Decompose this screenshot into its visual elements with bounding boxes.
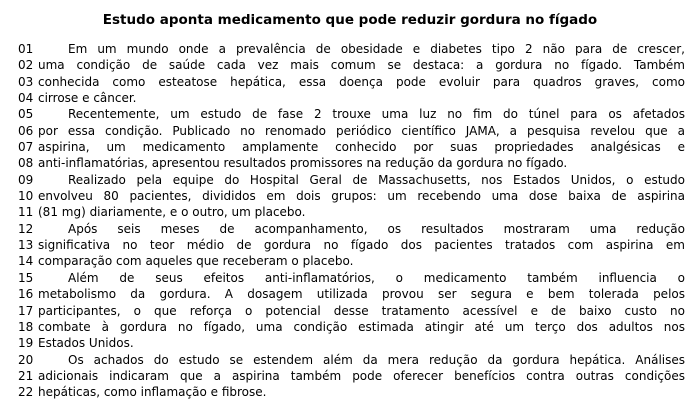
line-text: combate à gordura no fígado, uma condição estimada atingir até um terço dos adultos nos [38, 319, 685, 334]
text-line [0, 319, 700, 335]
line-number: 12 [18, 221, 34, 236]
line-number: 02 [18, 58, 34, 73]
text-line [0, 123, 700, 139]
text-line [0, 74, 700, 90]
text-line [0, 155, 700, 171]
line-text: comparação com aqueles que receberam o placebo. [38, 254, 354, 269]
line-number: 06 [18, 123, 34, 138]
line-text: envolveu 80 pacientes, divididos em dois grupos: um recebendo uma dose baixa de aspirina [38, 189, 685, 204]
text-line [0, 368, 700, 384]
line-text: metabolismo da gordura. A dosagem utilizada provou ser segura e bem tolerada pelos [38, 287, 685, 302]
text-line [0, 57, 700, 73]
line-text: significativa no teor médio de gordura no fígado dos pacientes tratados com aspirina em [38, 238, 685, 253]
line-text: Estados Unidos. [38, 336, 134, 351]
line-text: por essa condição. Publicado no renomado periódico científico JAMA, a pesquisa revelou que a [38, 123, 685, 138]
text-line [0, 270, 700, 286]
line-text: conhecida como esteatose hepática, essa doença pode evoluir para quadros graves, como [38, 74, 685, 89]
line-text: Após seis meses de acompanhamento, os resultados mostraram uma redução [68, 221, 685, 236]
text-line [0, 204, 700, 220]
text-line [0, 286, 700, 302]
line-number: 09 [18, 172, 34, 187]
line-text: Em um mundo onde a prevalência de obesidade e diabetes tipo 2 não para de crescer, [68, 42, 685, 56]
line-text: uma condição de saúde cada vez mais comum se destaca: a gordura no fígado. Também [38, 58, 685, 73]
line-number: 11 [18, 205, 34, 220]
line-number: 13 [18, 238, 34, 253]
line-number: 16 [18, 287, 34, 302]
line-text: cirrose e câncer. [38, 91, 137, 106]
line-number: 01 [18, 42, 34, 56]
text-line [0, 172, 700, 188]
document-title: Estudo aponta medicamento que pode reduzir gordura no fígado [102, 12, 598, 28]
text-body [0, 41, 700, 401]
line-number: 21 [18, 368, 34, 383]
line-number: 15 [18, 270, 34, 285]
line-text: Realizado pela equipe do Hospital Geral de Massachusetts, nos Estados Unidos, o estudo [68, 172, 685, 187]
line-number: 03 [18, 74, 34, 89]
line-number: 07 [18, 140, 34, 155]
line-number: 08 [18, 156, 34, 171]
line-number: 10 [18, 189, 34, 204]
text-line [0, 335, 700, 351]
line-text: Recentemente, um estudo de fase 2 trouxe uma luz no fim do túnel para os afetados [68, 107, 685, 122]
line-number: 18 [18, 319, 34, 334]
text-line [0, 384, 700, 400]
text-line [0, 352, 700, 368]
line-number: 04 [18, 91, 34, 106]
line-number: 22 [18, 385, 34, 400]
line-number: 17 [18, 303, 34, 318]
text-line [0, 188, 700, 204]
text-line [0, 106, 700, 122]
line-number: 05 [18, 107, 34, 122]
line-text: Além de seus efeitos anti-inflamatórios, o medicamento também influencia o [68, 270, 685, 285]
text-line [0, 237, 700, 253]
text-line [0, 90, 700, 106]
text-line [0, 41, 700, 57]
line-number: 19 [18, 336, 34, 351]
line-text: participantes, o que reforça o potencial desse tratamento acessível e de baixo custo no [38, 303, 685, 318]
line-number: 20 [18, 352, 34, 367]
text-line [0, 139, 700, 155]
line-text: (81 mg) diariamente, e o outro, um placebo. [38, 205, 306, 220]
text-line [0, 221, 700, 237]
line-number: 14 [18, 254, 34, 269]
line-text: aspirina, um medicamento amplamente conhecido por suas propriedades analgésicas e [38, 140, 685, 155]
text-line [0, 303, 700, 319]
line-text: adicionais indicaram que a aspirina também pode oferecer benefícios contra outras condições [38, 368, 685, 383]
line-text: anti-inflamatórias, apresentou resultados promissores na redução da gordura no fígado. [38, 156, 568, 171]
line-text: hepáticas, como inflamação e fibrose. [38, 385, 267, 400]
text-line [0, 253, 700, 269]
line-text: Os achados do estudo se estendem além da mera redução da gordura hepática. Análises [68, 352, 685, 367]
